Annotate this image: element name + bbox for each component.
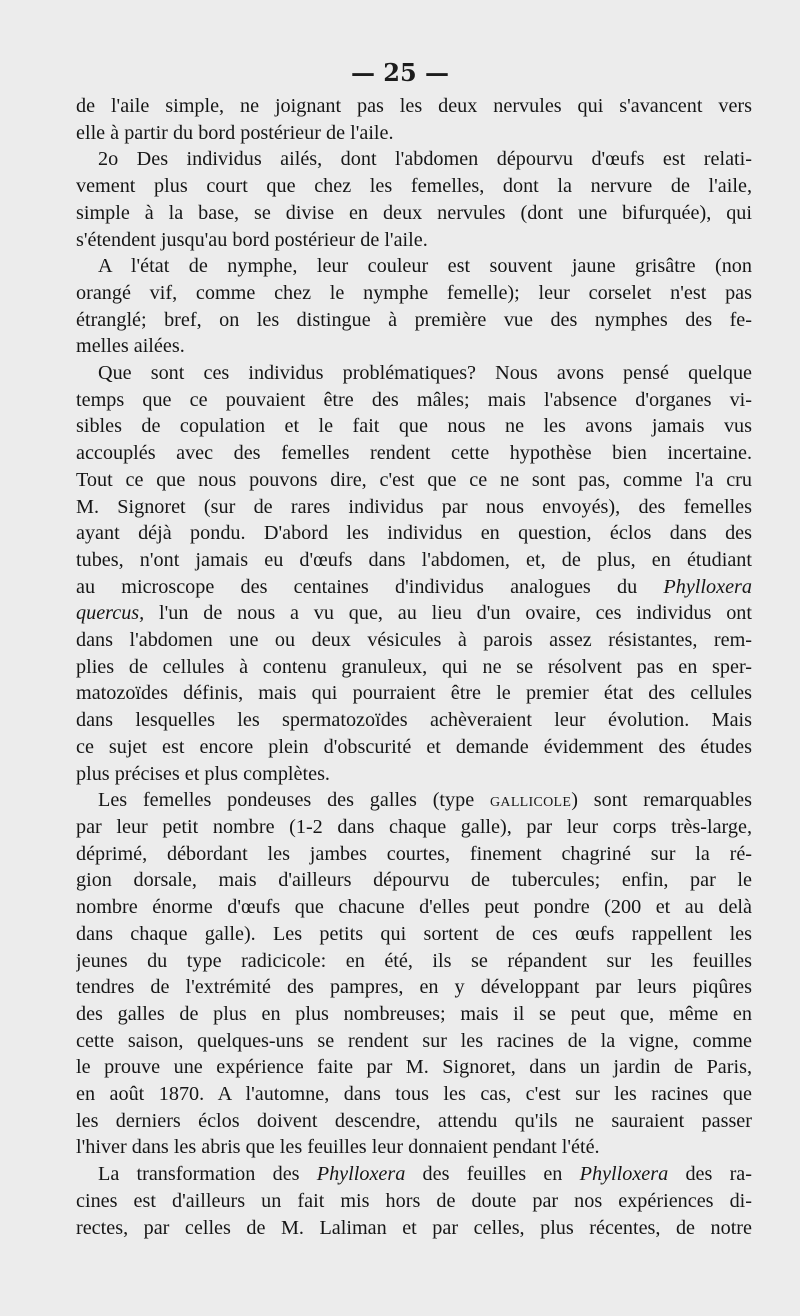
text-line <box>76 1001 752 1028</box>
text-run: dans lesquelles les spermatozoïdes achèveraient leur évolution. Mais <box>76 709 752 732</box>
text-line <box>76 894 752 921</box>
text-line <box>76 307 752 334</box>
text-run: des ra- <box>668 1163 752 1186</box>
text-run: au microscope des centaines d'individus analogues du <box>76 575 664 598</box>
text-run: ) sont remarquables <box>571 789 752 812</box>
text-run: dans chaque galle). Les petits qui sortent de ces œufs rappellent les <box>76 922 752 945</box>
text-run: gion dorsale, mais d'ailleurs dépourvu de tubercules; enfin, par le <box>76 869 752 892</box>
text-run: cette saison, quelques-uns se rendent sur les racines de la vigne, comme <box>76 1029 752 1052</box>
text-line <box>76 440 752 467</box>
text-run: vement plus court que chez les femelles, dont la nervure de l'aile, <box>76 175 752 198</box>
text-run: le prouve une expérience faite par M. Signoret, dans un jardin de Paris, <box>76 1056 752 1079</box>
text-line <box>76 1054 752 1081</box>
text-run: M. Signoret (sur de rares individus par nous envoyés), des femelles <box>76 495 752 518</box>
text-run: en août 1870. A l'automne, dans tous les cas, c'est sur les racines que <box>76 1083 752 1106</box>
text-line <box>76 547 752 574</box>
text-run: rectes, par celles de M. Laliman et par celles, plus récentes, de notre <box>76 1216 752 1239</box>
italic-text: Phylloxera <box>663 575 752 598</box>
text-line <box>76 787 752 814</box>
text-run: des feuilles en <box>405 1163 580 1186</box>
text-line <box>76 814 752 841</box>
text-run: étranglé; bref, on les distingue à première vue des nymphes des fe- <box>76 308 752 331</box>
text-run: orangé vif, comme chez le nymphe femelle); leur corselet n'est pas <box>76 281 752 304</box>
text-line <box>76 600 752 627</box>
text-run: jeunes du type radicicole: en été, ils se répandent sur les feuilles <box>76 949 752 972</box>
text-line <box>76 1108 752 1135</box>
italic-text: Phylloxera <box>579 1163 669 1186</box>
text-run: dans l'abdomen une ou deux vésicules à parois assez résistantes, rem- <box>76 629 752 652</box>
text-run: plus précises et plus complètes. <box>76 762 330 785</box>
text-line <box>76 413 752 440</box>
text-run: elle à partir du bord postérieur de l'aile. <box>76 121 394 144</box>
text-run: plies de cellules à contenu granuleux, qui ne se résolvent pas en sper- <box>76 655 752 678</box>
text-run: ce sujet est encore plein d'obscurité et demande évidemment des études <box>76 735 752 758</box>
text-line <box>76 841 752 868</box>
text-run: accouplés avec des femelles rendent cette hypothèse bien incertaine. <box>76 442 752 465</box>
text-line <box>76 1134 752 1161</box>
text-run: Que sont ces individus problématiques? Nous avons pensé quelque <box>98 362 752 385</box>
page-number: — 25 — <box>350 58 450 87</box>
text-run: l'un de nous a vu que, au lieu d'un ovaire, ces individus ont <box>144 602 752 625</box>
text-line <box>76 387 752 414</box>
text-line <box>76 921 752 948</box>
text-run: cines est d'ailleurs un fait mis hors de doute par nos expériences di- <box>76 1189 752 1212</box>
text-line <box>76 1215 752 1242</box>
text-line <box>76 680 752 707</box>
text-line <box>76 974 752 1001</box>
small-caps-text: gallicole <box>490 789 572 812</box>
text-line <box>76 1161 752 1188</box>
text-line <box>76 574 752 601</box>
text-run: simple à la base, se divise en deux nervules (dont une bifurquée), qui <box>76 201 752 224</box>
text-run: par leur petit nombre (1-2 dans chaque galle), par leur corps très-large, <box>76 815 752 838</box>
text-run: tendres de l'extrémité des pampres, en y développant par leurs piqûres <box>76 976 752 999</box>
text-run: ayant déjà pondu. D'abord les individus en question, éclos dans des <box>76 522 752 545</box>
text-line <box>76 1028 752 1055</box>
text-run: les derniers éclos doivent descendre, attendu qu'ils ne sauraient passer <box>76 1109 752 1132</box>
text-run: s'étendent jusqu'au bord postérieur de l'aile. <box>76 228 428 251</box>
text-line <box>76 707 752 734</box>
text-run: des galles de plus en plus nombreuses; mais il se peut que, même en <box>76 1002 752 1025</box>
text-line <box>76 120 752 147</box>
text-run: tubes, n'ont jamais eu d'œufs dans l'abdomen, et, de plus, en étudiant <box>76 548 752 571</box>
text-run: melles ailées. <box>76 335 185 358</box>
text-line <box>76 467 752 494</box>
text-line <box>76 93 752 120</box>
text-run: l'hiver dans les abris que les feuilles leur donnaient pendant l'été. <box>76 1136 600 1159</box>
text-line <box>76 253 752 280</box>
italic-text: quercus, <box>76 602 145 625</box>
text-run: A l'état de nymphe, leur couleur est souvent jaune grisâtre (non <box>98 255 752 278</box>
body-text <box>76 93 752 1241</box>
text-run: temps que ce pouvaient être des mâles; mais l'absence d'organes vi- <box>76 388 752 411</box>
text-run: Tout ce que nous pouvons dire, c'est que ce ne sont pas, comme l'a cru <box>76 468 752 491</box>
text-run: déprimé, débordant les jambes courtes, finement chagriné sur la ré- <box>76 842 752 865</box>
text-line <box>76 520 752 547</box>
text-run: 2o Des individus ailés, dont l'abdomen dépourvu d'œufs est relati- <box>98 148 752 171</box>
text-line <box>76 200 752 227</box>
text-line <box>76 1081 752 1108</box>
text-line <box>76 734 752 761</box>
text-run: nombre énorme d'œufs que chacune d'elles peut pondre (200 et au delà <box>76 896 752 919</box>
text-line <box>76 360 752 387</box>
text-line <box>76 494 752 521</box>
text-line <box>76 173 752 200</box>
text-line <box>76 146 752 173</box>
text-line <box>76 948 752 975</box>
text-run: de l'aile simple, ne joignant pas les deux nervules qui s'avancent vers <box>76 95 752 117</box>
text-line <box>76 333 752 360</box>
text-run: La transformation des <box>98 1163 317 1186</box>
text-line <box>76 1188 752 1215</box>
italic-text: Phylloxera <box>316 1163 406 1186</box>
text-run: Les femelles pondeuses des galles (type <box>98 789 490 812</box>
text-line <box>76 867 752 894</box>
text-line <box>76 654 752 681</box>
text-line <box>76 627 752 654</box>
text-line <box>76 761 752 788</box>
text-line <box>76 280 752 307</box>
text-run: matozoïdes définis, mais qui pourraient être le premier état des cellules <box>76 682 752 705</box>
text-run: sibles de copulation et le fait que nous ne les avons jamais vus <box>76 415 752 438</box>
text-line <box>76 227 752 254</box>
